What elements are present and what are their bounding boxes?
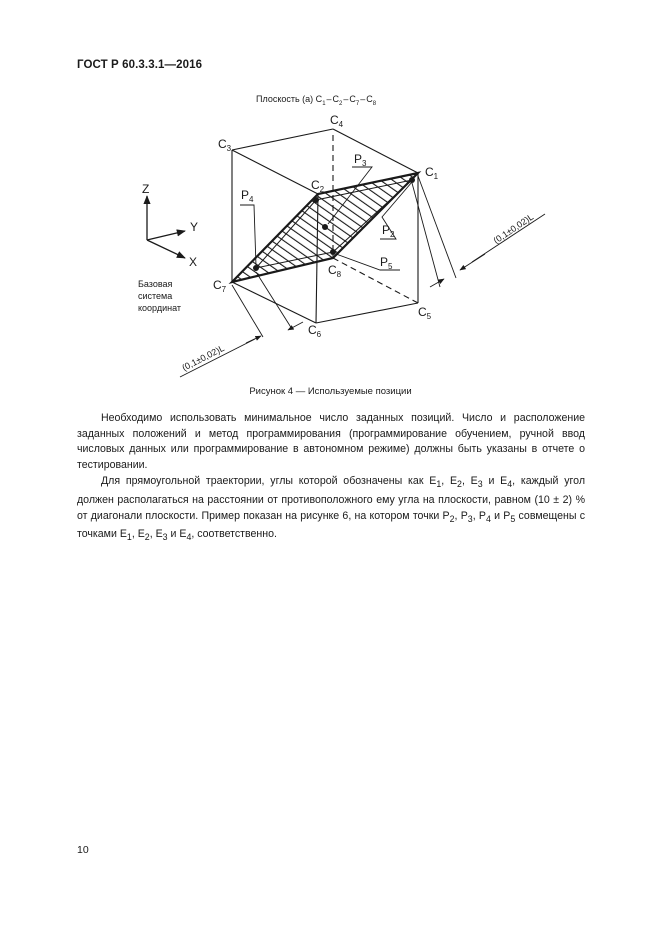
point-p3: $P_3$	[354, 152, 367, 168]
paragraph-1: Необходимо использовать минимальное число заданных позиций. Число и расположение заданных положений и метод программирования (программирование обучением, ручной ввод числовых данных или программирование в автономном режиме) должны быть указаны в отчете о тестировании.	[77, 412, 585, 471]
figure-4	[0, 0, 661, 400]
corner-c3: $C_3$	[218, 137, 232, 153]
corner-c7: $C_7$	[213, 278, 227, 294]
axis-y-label: Y	[190, 220, 199, 234]
svg-text:Базовая: Базовая	[138, 279, 173, 289]
point-p4: $P_4$	[241, 188, 254, 204]
corner-c8: $C_8$	[328, 263, 342, 279]
offset-label-left: (0,1±0,02)L	[180, 343, 226, 373]
axis-z-label: Z	[142, 182, 150, 196]
corner-c2: $C_2$	[311, 178, 325, 194]
cube-diagram	[0, 0, 661, 400]
point-p5: $P_5$	[380, 255, 393, 271]
corner-c4: $C_4$	[330, 113, 344, 129]
offset-label-right: (0,1±0,02)L	[491, 211, 536, 246]
point-p2: $P_2$	[382, 223, 395, 239]
paragraph-2: Для прямоугольной траектории, углы которой обозначены как $E_1$, $E_2$, $E_3$ и $E_4$, каждый угол должен располагаться на расстоянии от противоположного ему угла на плоскости, равном (10 ± 2) % от диагонали плоскости. Пример показан на рисунке 6, на котором точки $P_2$, $P_3$, $P_4$ и $P_5$ совмещены с точками $E_1$, $E_2$, $E_3$ и $E_4$, соответственно.	[77, 475, 585, 543]
corner-c1: $C_1$	[425, 165, 439, 181]
body-text	[77, 411, 585, 546]
standard-number: ГОСТ Р 60.3.3.1—2016	[77, 59, 203, 71]
coordinate-axes	[147, 196, 185, 258]
plane-label: Плоскость (а) $C_1-C_2-C_7-C_8$	[256, 94, 377, 107]
axis-x-label: X	[189, 255, 198, 269]
figure-caption: Рисунок 4 — Используемые позиции	[249, 386, 412, 397]
corner-c5: $C_5$	[418, 305, 432, 321]
svg-text:система: система	[138, 291, 173, 301]
corner-c6: $C_6$	[308, 323, 322, 339]
dimension-right	[412, 176, 545, 287]
svg-text:координат: координат	[138, 303, 182, 313]
page-number: 10	[77, 844, 89, 856]
base-system-label	[138, 279, 181, 313]
